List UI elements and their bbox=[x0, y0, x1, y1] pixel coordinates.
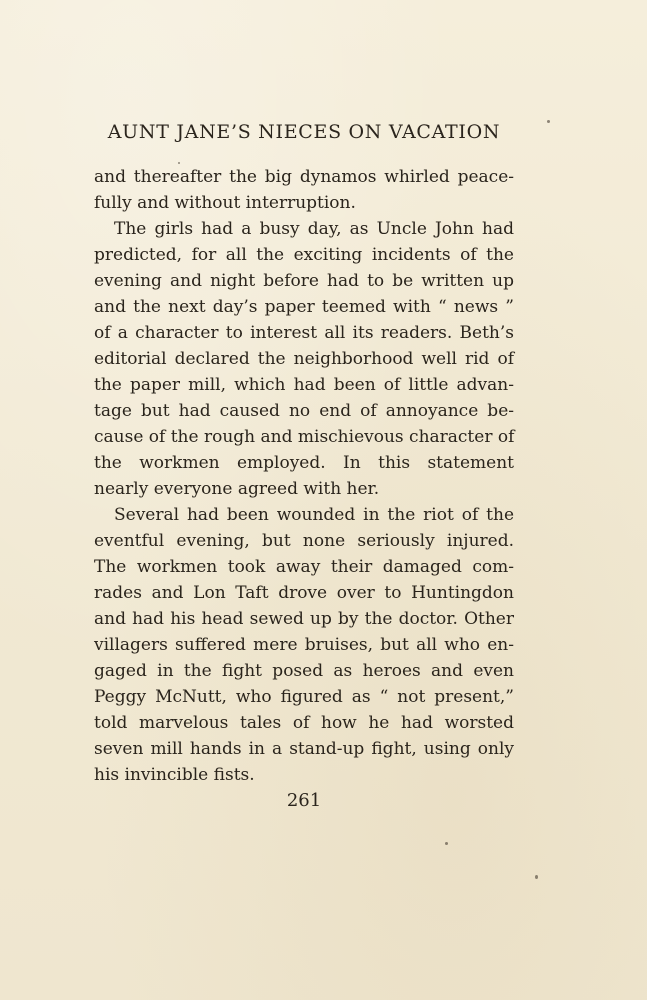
text-line-4: predicted, for all the exciting incidents of the bbox=[94, 245, 514, 265]
text-line-15: eventful evening, but none seriously injured. bbox=[94, 531, 514, 551]
text-line-7: of a character to interest all its readers. Beth’s bbox=[94, 323, 514, 343]
text-line-21: Peggy McNutt, who figured as “ not present,” bbox=[94, 687, 514, 707]
text-line-3: The girls had a busy day, as Uncle John had bbox=[114, 219, 514, 239]
page-number: 261 bbox=[286, 790, 322, 811]
text-line-11: cause of the rough and mischievous character of bbox=[94, 427, 515, 447]
text-line-8: editorial declared the neighborhood well rid of bbox=[94, 349, 514, 369]
body-text bbox=[94, 164, 514, 788]
text-line-12: the workmen employed. In this statement bbox=[94, 453, 514, 473]
paper-speck bbox=[547, 120, 550, 123]
text-line-19: villagers suffered mere bruises, but all who en- bbox=[94, 635, 514, 655]
paper-speck bbox=[178, 162, 180, 164]
text-line-1: and thereafter the big dynamos whirled peace- bbox=[94, 167, 514, 187]
text-line-13: nearly everyone agreed with her. bbox=[94, 479, 380, 499]
text-line-6: and the next day’s paper teemed with “ news ” bbox=[94, 297, 514, 317]
text-line-2: fully and without interruption. bbox=[94, 193, 356, 213]
text-line-20: gaged in the fight posed as heroes and even bbox=[94, 661, 514, 681]
text-line-5: evening and night before had to be written up bbox=[94, 271, 514, 291]
text-line-22: told marvelous tales of how he had worsted bbox=[94, 713, 514, 733]
paper-speck bbox=[445, 842, 448, 845]
text-line-16: The workmen took away their damaged com- bbox=[94, 557, 514, 577]
paper-speck bbox=[535, 875, 538, 879]
text-line-23: seven mill hands in a stand-up fight, using only bbox=[94, 739, 514, 759]
text-line-18: and had his head sewed up by the doctor. Other bbox=[94, 609, 514, 629]
text-line-14: Several had been wounded in the riot of the bbox=[114, 505, 514, 525]
text-line-9: the paper mill, which had been of little advan- bbox=[94, 375, 514, 395]
running-head: AUNT JANE’S NIECES ON VACATION bbox=[107, 121, 501, 143]
text-line-10: tage but had caused no end of annoyance be- bbox=[94, 401, 514, 421]
text-line-24: his invincible fists. bbox=[94, 765, 255, 785]
text-line-17: rades and Lon Taft drove over to Huntingdon bbox=[94, 583, 514, 603]
